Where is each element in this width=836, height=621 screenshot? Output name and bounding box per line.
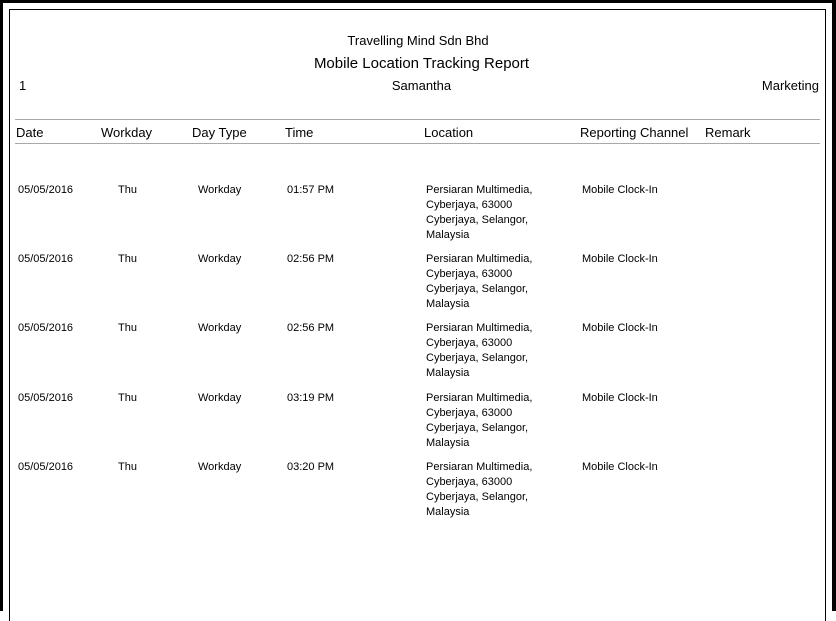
location-line: Malaysia [426,367,470,379]
location-line: Persiaran Multimedia, [426,392,533,404]
employee-name: Samantha [391,78,452,93]
location-line: Malaysia [426,298,470,310]
workday-cell: Thu [118,322,137,334]
location-line: Persiaran Multimedia, [426,253,533,265]
day-type-cell: Workday [198,184,242,196]
time-cell: 01:57 PM [287,184,335,196]
table-row [0,321,836,390]
reporting-channel-cell: Mobile Clock-In [582,253,658,265]
table-row [0,183,836,252]
reporting-channel-cell: Mobile Clock-In [582,322,658,334]
location-line: Cyberjaya, 63000 [426,476,513,488]
workday-cell: Thu [118,253,137,265]
location-line: Persiaran Multimedia, [426,184,533,196]
location-line: Cyberjaya, Selangor, [426,491,529,503]
employee-number: 1 [19,78,27,93]
location-cell [426,183,566,243]
workday-cell: Thu [118,184,137,196]
location-line: Malaysia [426,506,470,518]
reporting-channel-cell: Mobile Clock-In [582,392,658,404]
column-header-day-type: Day Type [192,125,247,140]
location-line: Malaysia [426,229,470,241]
reporting-channel-cell: Mobile Clock-In [582,461,658,473]
location-line: Cyberjaya, Selangor, [426,214,529,226]
column-header-location: Location [424,125,474,140]
location-line: Cyberjaya, 63000 [426,199,513,211]
column-header-workday: Workday [101,125,153,140]
header-top-rule [15,119,820,120]
location-line: Persiaran Multimedia, [426,322,533,334]
column-header-time: Time [285,125,314,140]
date-cell: 05/05/2016 [18,392,74,404]
location-cell [426,460,566,520]
day-type-cell: Workday [198,461,242,473]
table-row [0,252,836,321]
table-row [0,460,836,529]
time-cell: 02:56 PM [287,322,335,334]
workday-cell: Thu [118,392,137,404]
location-cell [426,321,566,381]
date-cell: 05/05/2016 [18,322,74,334]
date-cell: 05/05/2016 [18,184,74,196]
column-header-date: Date [16,125,44,140]
day-type-cell: Workday [198,253,242,265]
reporting-channel-cell: Mobile Clock-In [582,184,658,196]
location-line: Cyberjaya, Selangor, [426,352,529,364]
date-cell: 05/05/2016 [18,253,74,265]
day-type-cell: Workday [198,392,242,404]
header-bottom-rule [15,143,820,144]
day-type-cell: Workday [198,322,242,334]
company-name: Travelling Mind Sdn Bhd [347,33,489,48]
time-cell: 03:20 PM [287,461,335,473]
column-header-reporting-channel: Reporting Channel [580,125,689,140]
department-name: Marketing [761,78,819,93]
location-cell [426,252,566,312]
time-cell: 02:56 PM [287,253,335,265]
date-cell: 05/05/2016 [18,461,74,473]
location-line: Cyberjaya, 63000 [426,268,513,280]
location-line: Malaysia [426,437,470,449]
report-title: Mobile Location Tracking Report [313,55,530,72]
location-line: Cyberjaya, Selangor, [426,422,529,434]
table-row [0,391,836,460]
location-cell [426,391,566,451]
workday-cell: Thu [118,461,137,473]
column-header-remark: Remark [705,125,751,140]
location-line: Cyberjaya, Selangor, [426,283,529,295]
time-cell: 03:19 PM [287,392,335,404]
location-line: Cyberjaya, 63000 [426,407,513,419]
location-line: Persiaran Multimedia, [426,461,533,473]
location-line: Cyberjaya, 63000 [426,337,513,349]
